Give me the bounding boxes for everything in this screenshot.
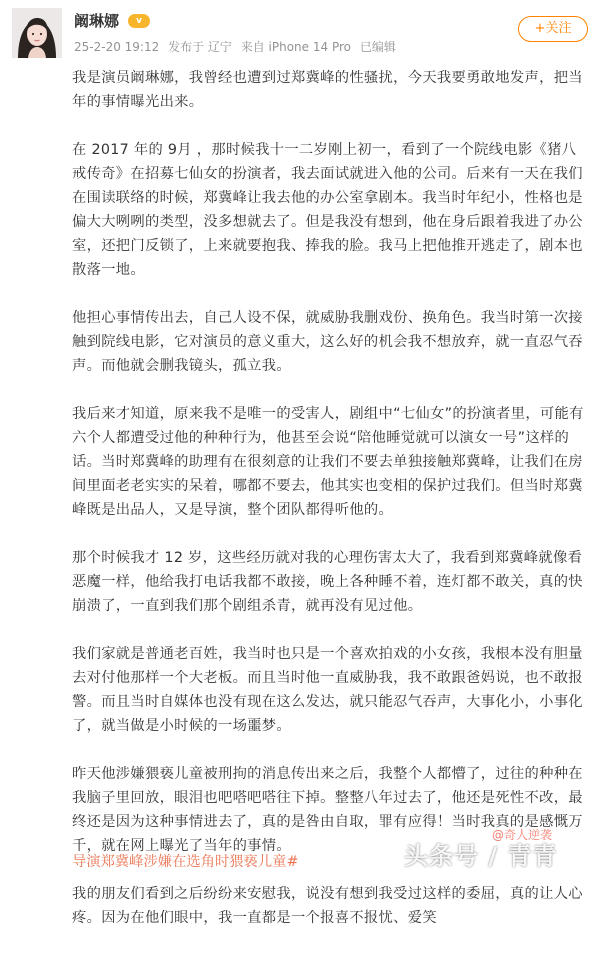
post-edited[interactable]: 已编辑	[359, 40, 396, 54]
vip-badge-icon: v	[128, 14, 150, 28]
post-meta	[74, 40, 401, 55]
post-paragraph: 昨天他涉嫌猥亵儿童被刑拘的消息传出来之后，我整个人都懵了，过往的种种在我脑子里回放，眼泪也吧嗒吧嗒往下掉。整整八年过去了，他还是死性不改，最终还是因为这种事情进去了，真的是咎由自取，罪有应得！当时我真的是感慨万千，就在网上曝光了当年的事情。	[72, 766, 583, 854]
watermark-sub: @奇人逆袭	[492, 828, 553, 842]
user-name[interactable]: 阚琳娜	[74, 12, 120, 30]
post-header	[0, 0, 600, 66]
post-paragraph: 我是演员阚琳娜，我曾经也遭到过郑冀峰的性骚扰，今天我要勇敢地发声，把当年的事情曝光出来。	[72, 70, 583, 110]
post-paragraph: 他担心事情传出去，自己人设不保，就威胁我删戏份、换角色。我当时第一次接触到院线电影，它对演员的意义重大，这么好的机会我不想放弃，就一直忍气吞声。而他就会删我镜头，孤立我。	[72, 310, 583, 374]
post-paragraph: 我后来才知道，原来我不是唯一的受害人，剧组中“七仙女”的扮演者里，可能有六个人都遭受过他的种种行为，他甚至会说“陪他睡觉就可以演女一号”这样的话。当时郑冀峰的助理有在很刻意的让我们不要去单独接触郑冀峰，让我们在房间里面老老实实的呆着，哪都不要去，他其实也变相的保护过我们。但当时郑冀峰既是出品人，又是导演，整个团队都得听他的。	[72, 406, 584, 518]
avatar-image	[12, 8, 62, 58]
post-paragraph: 那个时候我才 12 岁，这些经历就对我的心理伤害太大了，我看到郑冀峰就像看恶魔一样，他给我打电话我都不敢接，晚上各种睡不着，连灯都不敢关，真的快崩溃了，一直到我们那个剧组杀青，就再没有见过他。	[72, 550, 583, 614]
follow-button[interactable]: +关注	[518, 16, 588, 42]
post-paragraph: 我们家就是普通老百姓，我当时也只是一个喜欢拍戏的小女孩，我根本没有胆量去对付他那样一个大老板。而且当时他一直威胁我，我不敢跟爸妈说，也不敢报警。而且当时自媒体也没有现在这么发达，就只能忍气吞声，大事化小，小事化了，就当做是小时候的一场噩梦。	[72, 646, 583, 734]
watermark-main: 头条号 / 青青	[404, 842, 558, 870]
post-paragraph: 我的朋友们看到之后纷纷来安慰我，说没有想到我受过这样的委屈，真的让人心疼。因为在他们眼中，我一直都是一个报喜不报忧、爱笑	[72, 886, 583, 926]
post-date: 25-2-20 19:12	[74, 40, 160, 54]
avatar[interactable]	[12, 8, 62, 58]
hashtag-link[interactable]: 导演郑冀峰涉嫌在选角时猥亵儿童#	[72, 854, 299, 870]
post-device[interactable]: 来自 iPhone 14 Pro	[240, 40, 351, 54]
post-content	[72, 66, 590, 954]
post-location: 发布于 辽宁	[168, 40, 232, 54]
post-paragraph: 在 2017 年的 9月 ，那时候我十一二岁刚上初一，看到了一个院线电影《猪八戒传奇》在招募七仙女的扮演者，我去面试就进入他的公司。后来有一天在我们在围读联络的时候，郑冀峰让我去他的办公室拿剧本。我当时年纪小，性格也是偏大大咧咧的类型，没多想就去了。但是我没有想到，他在身后跟着我进了办公室，还把门反锁了，上来就要抱我、捧我的脸。我马上把他推开逃走了，剧本也散落一地。	[72, 142, 583, 278]
